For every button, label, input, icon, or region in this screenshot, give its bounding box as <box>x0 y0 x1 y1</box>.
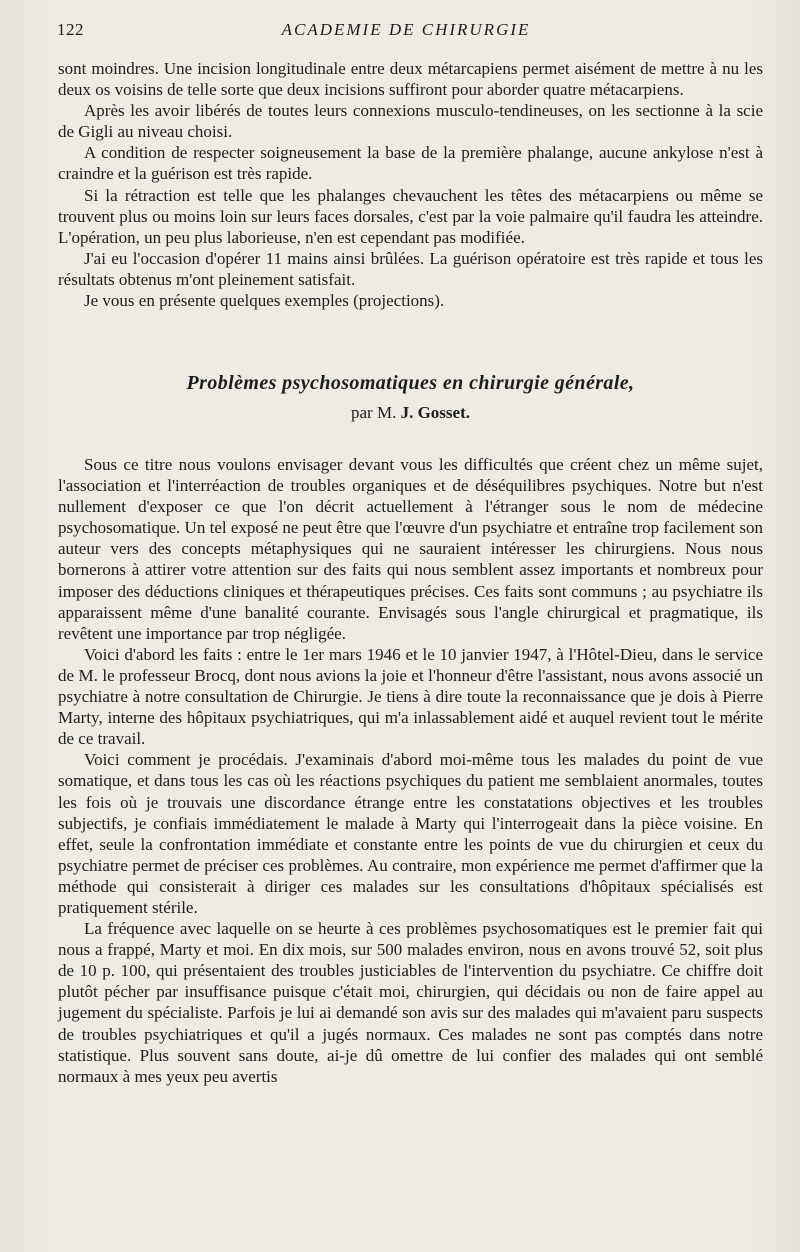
article-body <box>58 454 763 1087</box>
paragraph: La fréquence avec laquelle on se heurte à ces problèmes psychosomatiques est le premier fait qui nous a frappé, Marty et moi. En dix mois, sur 500 malades environ, nous en avons trouvé 52, soit plus de 10 p. 100, qui présentaient des troubles justiciables de l'intervention du psychiatre. Ce chiffre doit plutôt pécher par insuffisance puisque c'était moi, chirurgien, qui décidais ou non de faire appel au jugement du spécialiste. Parfois je lui ai demandé son avis sur des malades qui m'avaient paru suspects de troubles psychiatriques et qu'il a jugés normaux. Ces malades ne sont pas comptés dans notre statistique. Plus souvent sans doute, ai-je dû omettre de lui confier des malades qui ont semblé normaux à mes yeux peu avertis <box>58 919 763 1086</box>
paragraph: Si la rétraction est telle que les phalanges chevauchent les têtes des métacarpiens ou même se trouvent plus ou moins loin sur leurs faces dorsales, c'est par la voie palmaire qu'il faudra les atteindre. L'opération, un peu plus laborieuse, n'en est cependant pas modifiée. <box>58 185 763 247</box>
byline <box>58 403 763 423</box>
article-title: Problèmes psychosomatiques en chirurgie générale, <box>186 372 635 394</box>
paragraph: Voici d'abord les faits : entre le 1er mars 1946 et le 10 janvier 1947, à l'Hôtel-Dieu, dans le service de M. le professeur Brocq, dont nous avions la joie et l'honneur d'être l'assistant, nous avons associé un psychiatre à notre consultation de Chirurgie. Je tiens à dire toute la reconnaissance que je dois à Pierre Marty, interne des hôpitaux psychiatriques, qui m'a inlassablement aidé et auquel revient tout le mérite de ce travail. <box>58 644 763 749</box>
journal-title: ACADEMIE DE CHIRURGIE <box>281 20 531 39</box>
paragraph: Je vous en présente quelques exemples (projections). <box>84 291 445 311</box>
paragraph: sont moindres. Une incision longitudinale entre deux métarcapiens permet aisément de mettre à nu les deux os voisins de telle sorte que deux incisions suffiront pour aborder quatre métacarpiens. <box>58 59 763 100</box>
author-name: J. Gosset. <box>400 403 470 422</box>
byline-prefix: par M. <box>351 403 397 422</box>
running-head <box>57 20 755 44</box>
paragraph: Après les avoir libérés de toutes leurs connexions musculo-tendineuses, on les sectionne à la scie de Gigli au niveau choisi. <box>58 101 763 142</box>
paragraph: J'ai eu l'occasion d'opérer 11 mains ainsi brûlées. La guérison opératoire est très rapide et tous les résultats obtenus m'ont pleinement satisfait. <box>58 248 763 289</box>
paragraph: Sous ce titre nous voulons envisager devant vous les difficultés que créent chez un même sujet, l'association et l'interréaction de troubles organiques et de déséquilibres psychiques. Notre but n'est nullement d'exposer ce que l'on décrit actuellement à l'étranger sous le nom de médecine psychosomatique. Un tel exposé ne peut être que l'œuvre d'un psychiatre et entraîne trop facilement son auteur vers des concepts métaphysiques qui ne sauraient intéresser les chirurgiens. Nous nous bornerons à attirer votre attention sur des faits qui nous semblent assez importants et nombreux pour imposer des déductions cliniques et thérapeutiques précises. Ces faits sont communs ; au psychiatre ils apparaissent même d'une banalité courante. Envisagés sous l'angle chirurgical et pragmatique, ils revêtent une importance par trop négligée. <box>58 455 763 643</box>
page-number: 122 <box>57 20 84 39</box>
paragraph: Voici comment je procédais. J'examinais d'abord moi-même tous les malades du point de vue somatique, et dans tous les cas où les réactions psychiques du patient me semblaient anormales, toutes les fois où je trouvais une discordance étrange entre les constatations objectives et les troubles subjectifs, je confiais immédiatement le malade à Marty qui l'interrogeait dans la pièce voisine. En effet, seule la confrontation immédiate et constante entre les points de vue du chirurgien et ceux du psychiatre permet de préciser ces problèmes. Au contraire, mon expérience me permet d'affirmer que la méthode qui consisterait à diriger ces malades sur les consultations d'hôpitaux spécialisés est pratiquement stérile. <box>58 750 763 917</box>
paragraph: A condition de respecter soigneusement la base de la première phalange, aucune ankylose n'est à craindre et la guérison est très rapide. <box>58 143 763 184</box>
intro-text <box>58 58 763 311</box>
